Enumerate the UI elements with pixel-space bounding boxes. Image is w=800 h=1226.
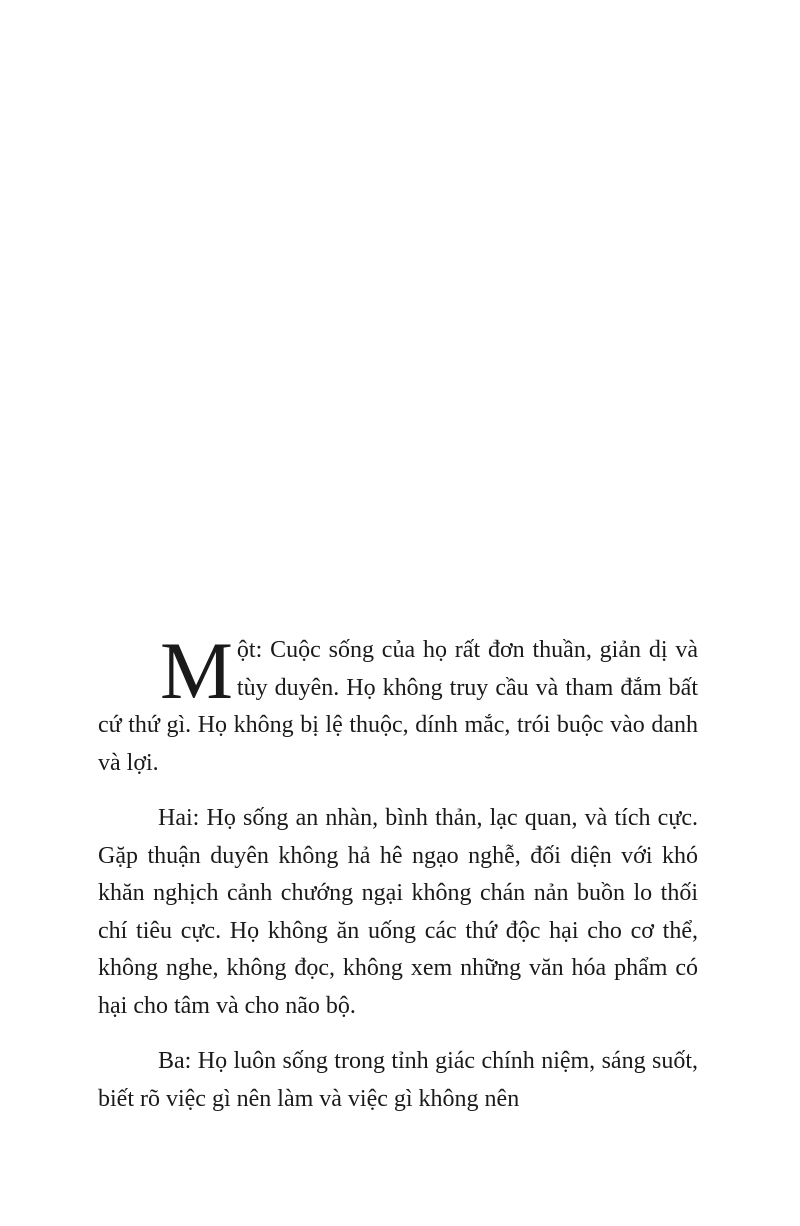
drop-cap-letter: M [160, 625, 233, 716]
paragraph-one-text: ột: Cuộc sống của họ rất đơn thuần, giản dị và tùy duyên. Họ không truy cầu và tham đắm bất cứ thứ gì. Họ không bị lệ thuộc, dính mắc, trói buộc vào danh và lợi. [98, 637, 698, 776]
paragraph-three: Ba: Họ luôn sống trong tỉnh giác chính niệm, sáng suốt, biết rõ việc gì nên làm và việc gì không nên [98, 1048, 698, 1112]
paragraph-two: Hai: Họ sống an nhàn, bình thản, lạc quan, và tích cực. Gặp thuận duyên không hả hê ngạo nghễ, đối diện với khó khăn nghịch cảnh chướng ngại không chán nản buồn lo thối chí tiêu cực. Họ không ăn uống các thứ độc hại cho cơ thể, không nghe, không đọc, không xem những văn hóa phẩm có hại cho tâm và cho não bộ. [98, 805, 698, 1019]
body-text [98, 625, 698, 1118]
paragraph-one [98, 625, 698, 782]
